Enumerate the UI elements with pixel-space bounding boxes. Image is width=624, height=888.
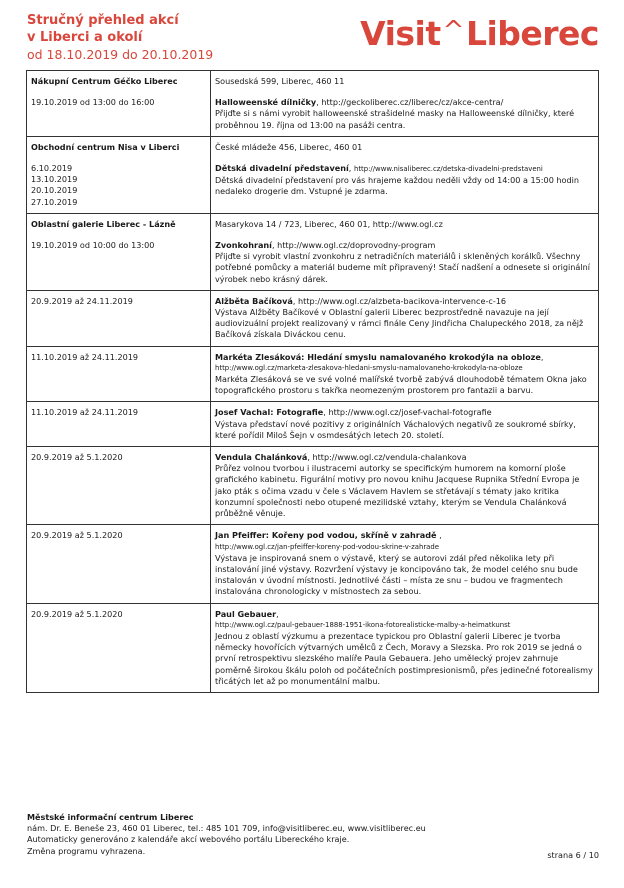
- footer-note-changes: Změna programu vyhrazena.: [27, 845, 146, 856]
- event-url[interactable]: http://www.ogl.cz/josef-vachal-fotografie: [328, 407, 492, 418]
- page-footer: [27, 812, 599, 857]
- footer-contact: nám. Dr. E. Beneše 23, 460 01 Liberec, tel.: 485 101 709, info@visitliberec.eu, www.visitliberec.eu: [27, 823, 426, 834]
- event-cell: České mládeže 456, Liberec, 460 01 Dětská divadelní představení, http://www.nisaliberec.cz/detska-divadelni-predstaveni Dětská divadelní představení pro vás hrajeme každou neděli vždy od 14:00 a 15:00 hodin nedaleko drogerie dm. Vstupné je zdarma.: [211, 136, 599, 213]
- event-title: Alžběta Bačíková: [215, 295, 293, 306]
- venue-name: Oblastní galerie Liberec - Lázně: [31, 218, 176, 229]
- event-dates: 11.10.2019 až 24.11.2019: [31, 407, 139, 418]
- logo-text-visit: Visit: [360, 14, 441, 53]
- venue-address: Masarykova 14 / 723, Liberec, 460 01, http://www.ogl.cz: [215, 218, 443, 229]
- event-url[interactable]: http://www.ogl.cz/jan-pfeiffer-koreny-pod-vodou-skrine-v-zahrade: [215, 542, 439, 551]
- venue-cell: [27, 213, 211, 290]
- table-row: [27, 213, 599, 290]
- event-description: Přijďte si s námi vyrobit halloweenské strašidelné masky na Halloweenské dílničky, které proběhnou 19. října od 13:00 na pasáži centra.: [215, 108, 575, 130]
- event-description: Přijďte si vyrobit vlastní zvonkohru z netradičních materiálů i skleněných korálků. Všechny potřebné pomůcky a materiál budeme mít připravený! Stačí nadšení a odnesete si originální výrobek nebo krásný dárek.: [215, 251, 590, 284]
- venue-name: Nákupní Centrum Géčko Liberec: [31, 76, 178, 86]
- event-cell: Josef Vachal: Fotografie, http://www.ogl.cz/josef-vachal-fotografie Výstava představí nové pozitivy z originálních Váchalových negativů ze soukromé sbírky, které pořídil Miloš Šejn v osmdesátých letech 20. století.: [211, 402, 599, 447]
- table-row: [27, 290, 599, 346]
- event-url[interactable]: http://www.nisaliberec.cz/detska-divadelni-predstaveni: [353, 165, 543, 174]
- event-description: Markéta Zlesáková se ve své volné malířské tvorbě zabývá dlouhodobě tématem Okna jako topografického prostoru s takřka neomezeným prostorem pro fantazii a barvu.: [215, 374, 587, 396]
- footer-org-name: Městské informační centrum Liberec: [27, 812, 194, 822]
- table-row: [27, 402, 599, 447]
- event-description: Výstava Alžběty Bačíkové v Oblastní galerii Liberec bezprostředně navazuje na její audiovizuální projekt realizovaný v rámci finále Ceny Jindřicha Chalupeckého 2018, za nějž Bačíková získala Diváckou cenu.: [215, 307, 584, 340]
- event-title: Markéta Zlesáková: Hledání smyslu namalovaného krokodýla na obloze: [215, 351, 541, 362]
- event-description: Průřez volnou tvorbou i ilustracemi autorky se specifickým humorem na komorní ploše grafického kabinetu. Figurální motivy pro novou knihu Jacquese Rupnika Střední Evropa je jako pták s očima vzadu v čele s Václavem Havlem se střetávají s tématy jako kritika konzumní společnosti nebo otupené mezilidské vztahy, kterým se Vendula Chalánková průběžně věnuje.: [215, 463, 580, 519]
- dates-cell: [27, 447, 211, 525]
- event-cell: Markéta Zlesáková: Hledání smyslu namalovaného krokodýla na obloze, http://www.ogl.cz/marketa-zlesakova-hledani-smyslu-namalovaneho-krokodyla-na-obloze Markéta Zlesáková se ve své volné malířské tvorbě zabývá dlouhodobě tématem Okna jako topografického prostoru s takřka neomezeným prostorem pro fantazii a barvu.: [211, 346, 599, 402]
- document-title-line2: v Liberci a okolí: [27, 30, 143, 45]
- event-url[interactable]: http://geckoliberec.cz/liberec/cz/akce-centra/: [321, 97, 504, 108]
- venue-name: Obchodní centrum Nisa v Liberci: [31, 141, 180, 152]
- event-title: Jan Pfeiffer: Kořeny pod vodou, skříně v zahradě: [215, 530, 437, 541]
- dates-cell: [27, 346, 211, 402]
- event-url[interactable]: http://www.ogl.cz/vendula-chalankova: [312, 452, 467, 463]
- event-cell: Paul Gebauer, http://www.ogl.cz/paul-gebauer-1888-1951-ikona-fotorealisticke-malby-a-heimatkunst Jednou z oblastí výzkumu a prezentace typickou pro Oblastní galerii Liberec je tvorba německy hovořících výtvarných umělců z Čech, Moravy a Slezska. Pro rok 2019 se jedná o první retrospektivu slezského malíře Paula Gebauera. Jeho umělecký projev zahrnuje poměrně širokou škálu poloh od počátečních postimpresionismů, přes jedinečné fotorealismy třicátých let až po monumentální malbu.: [211, 603, 599, 692]
- event-description: Výstava představí nové pozitivy z originálních Váchalových negativů ze soukromé sbírky, které pořídil Miloš Šejn v osmdesátých letech 20. století.: [215, 418, 576, 440]
- event-title: Paul Gebauer: [215, 608, 277, 619]
- events-table: [26, 70, 599, 693]
- event-cell: Sousedská 599, Liberec, 460 11 Halloweenské dílničky, http://geckoliberec.cz/liberec/cz/akce-centra/ Přijďte si s námi vyrobit halloweenské strašidelné masky na Halloweenské dílničky, které proběhnou 19. října od 13:00 na pasáži centra.: [211, 71, 599, 137]
- event-url[interactable]: http://www.ogl.cz/marketa-zlesakova-hledani-smyslu-namalovaneho-krokodyla-na-obloze: [215, 363, 523, 372]
- event-cell: Masarykova 14 / 723, Liberec, 460 01, http://www.ogl.cz Zvonkohraní, http://www.ogl.cz/doprovodny-program Přijďte si vyrobit vlastní zvonkohru z netradičních materiálů i skleněných korálků. Všechny potřebné pomůcky a materiál budeme mít připravený! Stačí nadšení a odnesete si originální výrobek nebo krásný dárek.: [211, 213, 599, 290]
- table-row: [27, 71, 599, 137]
- table-row: [27, 525, 599, 603]
- event-dates: 19.10.2019 od 10:00 do 13:00: [31, 240, 155, 251]
- event-cell: Vendula Chalánková, http://www.ogl.cz/vendula-chalankova Průřez volnou tvorbou i ilustracemi autorky se specifickým humorem na komorní ploše grafického kabinetu. Figurální motivy pro novou knihu Jacquese Rupnika Střední Evropa je jako pták s očima vzadu v čele s Václavem Havlem se střetávají s tématy jako kritika konzumní společnosti nebo otupené mezilidské vztahy, kterým se Vendula Chalánková průběžně věnuje.: [211, 447, 599, 525]
- event-dates: 11.10.2019 až 24.11.2019: [31, 351, 139, 362]
- event-dates: 20.9.2019 až 5.1.2020: [31, 608, 123, 619]
- event-description: Výstava je inspirovaná snem o výstavě, který se autorovi zdál před několika lety při instalování jiné výstavy. Rozvržení výstavy je koncipováno tak, že model celého snu bude instalován v úvodní místnosti. Jednotlivé části – místa ze snu – budou ve fragmentech instalována chronologicky v místnostech za sebou.: [215, 552, 578, 597]
- event-title: Vendula Chalánková: [215, 452, 308, 463]
- footer-note-generated: Automaticky generováno z kalendáře akcí webového portálu Libereckého kraje.: [27, 834, 350, 845]
- table-row: [27, 346, 599, 402]
- dates-cell: [27, 402, 211, 447]
- venue-address: Sousedská 599, Liberec, 460 11: [215, 76, 345, 86]
- event-cell: Jan Pfeiffer: Kořeny pod vodou, skříně v zahradě , http://www.ogl.cz/jan-pfeiffer-koreny-pod-vodou-skrine-v-zahrade Výstava je inspirovaná snem o výstavě, který se autorovi zdál před několika lety při instalování jiné výstavy. Rozvržení výstavy je koncipováno tak, že model celého snu bude instalován v úvodní místnosti. Jednotlivé části – místa ze snu – budou ve fragmentech instalována chronologicky v místnostech za sebou.: [211, 525, 599, 603]
- event-description: Dětská divadelní představení pro vás hrajeme každou neděli vždy od 14:00 a 15:00 hodin nedaleko drogerie dm. Vstupné je zdarma.: [215, 175, 580, 197]
- event-url[interactable]: http://www.ogl.cz/alzbeta-bacikova-intervence-c-16: [298, 295, 507, 306]
- event-dates: 20.9.2019 až 5.1.2020: [31, 530, 123, 541]
- event-url[interactable]: http://www.ogl.cz/doprovodny-program: [277, 240, 436, 251]
- venue-cell: [27, 71, 211, 137]
- event-dates: 19.10.2019 od 13:00 do 16:00: [31, 97, 155, 108]
- visit-liberec-logo: [360, 14, 599, 53]
- dates-cell: [27, 525, 211, 603]
- event-title: Dětská divadelní představení: [215, 163, 349, 174]
- dates-cell: [27, 290, 211, 346]
- date-range: od 18.10.2019 do 20.10.2019: [27, 47, 214, 62]
- logo-caret: ^: [442, 16, 464, 46]
- event-description: Jednou z oblastí výzkumu a prezentace typickou pro Oblastní galerii Liberec je tvorba německy hovořících výtvarných umělců z Čech, Moravy a Slezska. Pro rok 2019 se jedná o první retrospektivu slezského malíře Paula Gebauera. Jeho umělecký projev zahrnuje poměrně širokou škálu poloh od počátečních postimpresionismů, přes jedinečné fotorealismy třicátých let až po monumentální malbu.: [215, 630, 593, 686]
- table-row: [27, 447, 599, 525]
- event-dates: 20.9.2019 až 5.1.2020: [31, 452, 123, 463]
- venue-address: České mládeže 456, Liberec, 460 01: [215, 141, 363, 152]
- page-number: strana 6 / 10: [547, 850, 599, 860]
- event-title: Halloweenské dílničky: [215, 97, 317, 108]
- event-dates: 6.10.2019 13.10.2019 20.10.2019 27.10.2019: [31, 163, 78, 207]
- table-row: [27, 136, 599, 213]
- event-dates: 20.9.2019 až 24.11.2019: [31, 295, 133, 306]
- table-row: [27, 603, 599, 692]
- page-header: [27, 12, 599, 70]
- dates-cell: [27, 603, 211, 692]
- logo-text-liberec: Liberec: [465, 14, 599, 53]
- event-title: Zvonkohraní: [215, 240, 272, 251]
- venue-cell: [27, 136, 211, 213]
- event-url[interactable]: http://www.ogl.cz/paul-gebauer-1888-1951-ikona-fotorealisticke-malby-a-heimatkunst: [215, 620, 511, 629]
- event-title: Josef Vachal: Fotografie: [215, 407, 324, 418]
- document-title-line1: Stručný přehled akcí: [27, 13, 179, 28]
- event-cell: Alžběta Bačíková, http://www.ogl.cz/alzbeta-bacikova-intervence-c-16 Výstava Alžběty Bačíkové v Oblastní galerii Liberec bezprostředně navazuje na její audiovizuální projekt realizovaný v rámci finále Ceny Jindřicha Chalupeckého 2018, za nějž Bačíková získala Diváckou cenu.: [211, 290, 599, 346]
